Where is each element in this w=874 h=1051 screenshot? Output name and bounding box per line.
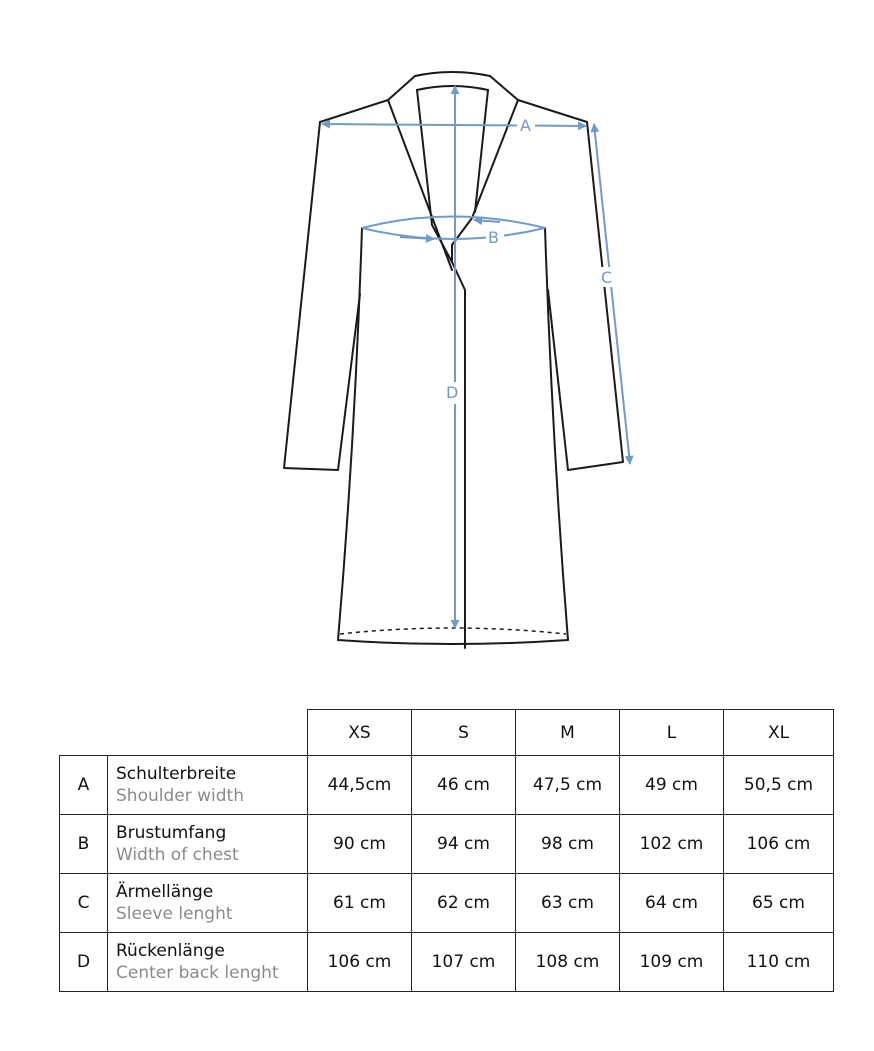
measure-b-line — [362, 217, 545, 240]
table-cell: 106 cm — [308, 933, 412, 992]
size-header-xs: XS — [308, 710, 412, 756]
table-cell: 94 cm — [412, 815, 516, 874]
table-cell: 46 cm — [412, 756, 516, 815]
table-cell: 44,5cm — [308, 756, 412, 815]
table-cell: 108 cm — [516, 933, 620, 992]
table-cell: 65 cm — [724, 874, 834, 933]
row-code: D — [60, 933, 108, 992]
measure-c-label: C — [601, 268, 613, 287]
table-cell: 61 cm — [308, 874, 412, 933]
measure-a-label: A — [520, 116, 531, 135]
size-header-xl: XL — [724, 710, 834, 756]
row-label-de: Ärmellänge — [116, 882, 214, 902]
row-label — [108, 933, 308, 992]
measure-lines — [322, 86, 630, 628]
row-label-de: Brustumfang — [116, 823, 227, 843]
row-label — [108, 815, 308, 874]
row-label-en: Sleeve lenght — [116, 904, 233, 924]
row-label-en: Width of chest — [116, 845, 239, 865]
measure-b-label: B — [488, 228, 499, 247]
row-label — [108, 874, 308, 933]
table-cell: 102 cm — [620, 815, 724, 874]
table-cell: 106 cm — [724, 815, 834, 874]
table-row — [60, 756, 834, 815]
size-chart-table — [59, 709, 834, 992]
table-row — [60, 815, 834, 874]
table-cell: 49 cm — [620, 756, 724, 815]
row-label — [108, 756, 308, 815]
coat-outline — [284, 72, 623, 648]
measure-c-line — [594, 124, 630, 464]
row-label-en: Center back lenght — [116, 963, 279, 983]
row-code: A — [60, 756, 108, 815]
row-code: B — [60, 815, 108, 874]
table-row — [60, 933, 834, 992]
table-cell: 62 cm — [412, 874, 516, 933]
table-cell: 47,5 cm — [516, 756, 620, 815]
row-code: C — [60, 874, 108, 933]
hem-dashed-ellipse — [340, 628, 566, 634]
table-cell: 64 cm — [620, 874, 724, 933]
row-label-de: Schulterbreite — [116, 764, 237, 784]
table-cell: 107 cm — [412, 933, 516, 992]
table-cell: 50,5 cm — [724, 756, 834, 815]
size-header-s: S — [412, 710, 516, 756]
table-row — [60, 874, 834, 933]
measure-d-label: D — [446, 383, 459, 402]
table-cell: 98 cm — [516, 815, 620, 874]
size-header-row — [60, 710, 834, 756]
table-cell: 110 cm — [724, 933, 834, 992]
row-label-de: Rückenlänge — [116, 941, 225, 961]
size-header-m: M — [516, 710, 620, 756]
table-cell: 90 cm — [308, 815, 412, 874]
table-cell: 109 cm — [620, 933, 724, 992]
table-cell: 63 cm — [516, 874, 620, 933]
row-label-en: Shoulder width — [116, 786, 244, 806]
size-header-l: L — [620, 710, 724, 756]
